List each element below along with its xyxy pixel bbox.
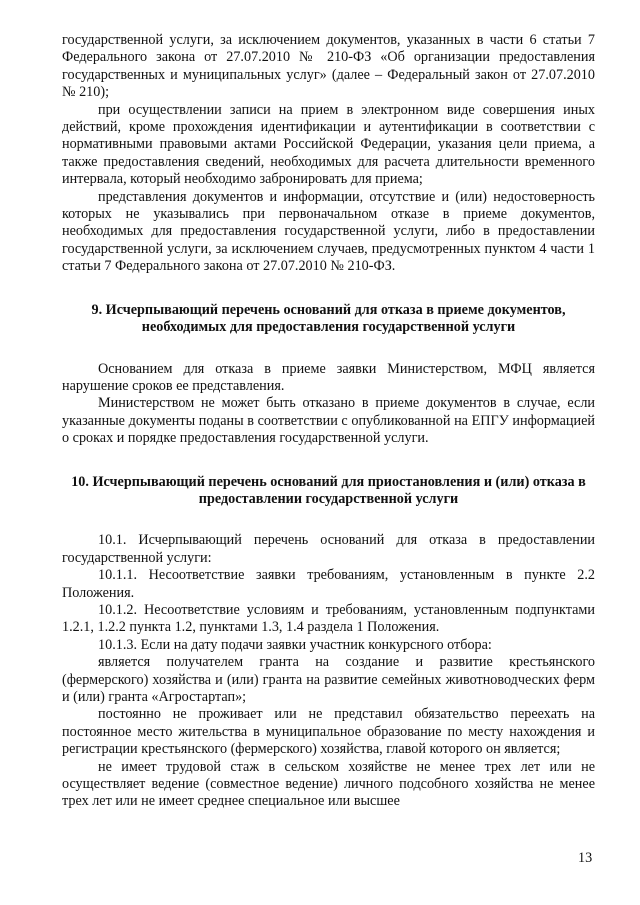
- document-page: [62, 32, 595, 811]
- section-10-paragraph-7: не имеет трудовой стаж в сельском хозяйстве не менее трех лет или не осуществляет ведение (совместное ведение) личного подсобного хозяйства не менее трех лет или не имеет среднее специальное или высшее: [62, 758, 595, 810]
- section-10-heading: 10. Исчерпывающий перечень оснований для приостановления и (или) отказа в предоставлении государственной услуги: [71, 473, 586, 507]
- spacer: [62, 508, 595, 532]
- page-number: 13: [578, 850, 593, 866]
- section-10-paragraph-2: 10.1.1. Несоответствие заявки требованиям, установленным в пункте 2.2 Положения.: [62, 567, 595, 601]
- section-10-paragraph-5: является получателем гранта на создание и развитие крестьянского (фермерского) хозяйства и (или) гранта на развитие семейных животноводческих ферм и (или) гранта «Агростартап»;: [62, 654, 595, 705]
- paragraph-continuation: государственной услуги, за исключением документов, указанных в части 6 статьи 7 Федерального закона от 27.07.2010 № 210-ФЗ «Об организации предоставления государственных и муниципальных услуг» (далее – Федеральный закон от 27.07.2010 № 210);: [62, 32, 595, 101]
- section-9-paragraph-2: Министерством не может быть отказано в приеме документов в случае, если указанные документы поданы в соответствии с опубликованной на ЕПГУ информацией о сроках и порядке предоставления государственной услуги.: [62, 395, 595, 447]
- spacer: [62, 337, 595, 361]
- section-10-paragraph-4: 10.1.3. Если на дату подачи заявки участник конкурсного отбора:: [98, 636, 492, 653]
- section-10-paragraph-1: 10.1. Исчерпывающий перечень оснований для отказа в предоставлении государственной услуги:: [62, 532, 595, 566]
- paragraph-documents-submission: представления документов и информации, отсутствие и (или) недостоверность которых не указывались при первоначальном отказе в приеме документов, необходимых для предоставления государственной услуги, либо в предоставлении государственной услуги, за исключением случаев, предусмотренных пунктом 4 части 1 статьи 7 Федерального закона от 27.07.2010 № 210-ФЗ.: [62, 188, 595, 275]
- spacer: [62, 276, 595, 302]
- paragraph-electronic-record: при осуществлении записи на прием в электронном виде совершения иных действий, кроме прохождения идентификации и аутентификации в соответствии с нормативными правовыми актами Российской Федерации, указания цели приема, а также предоставления сведений, необходимых для расчета длительности временного интервала, который необходимо забронировать для приема;: [62, 101, 595, 188]
- section-10-paragraph-3: 10.1.2. Несоответствие условиям и требованиям, установленным подпунктами 1.2.1, 1.2.2 пункта 1.2, пунктами 1.3, 1.4 раздела 1 Положения.: [62, 601, 595, 636]
- section-9-paragraph-1: Основанием для отказа в приеме заявки Министерством, МФЦ является нарушение сроков ее представления.: [62, 360, 595, 394]
- section-9-heading: 9. Исчерпывающий перечень оснований для отказа в приеме документов, необходимых для предоставления государственной услуги: [91, 301, 566, 336]
- section-10-paragraph-6: постоянно не проживает или не представил обязательство переехать на постоянное место жительства в муниципальное образование по месту нахождения и регистрации крестьянского (фермерского) хозяйства, главой которого он является;: [62, 706, 595, 758]
- spacer: [62, 448, 595, 474]
